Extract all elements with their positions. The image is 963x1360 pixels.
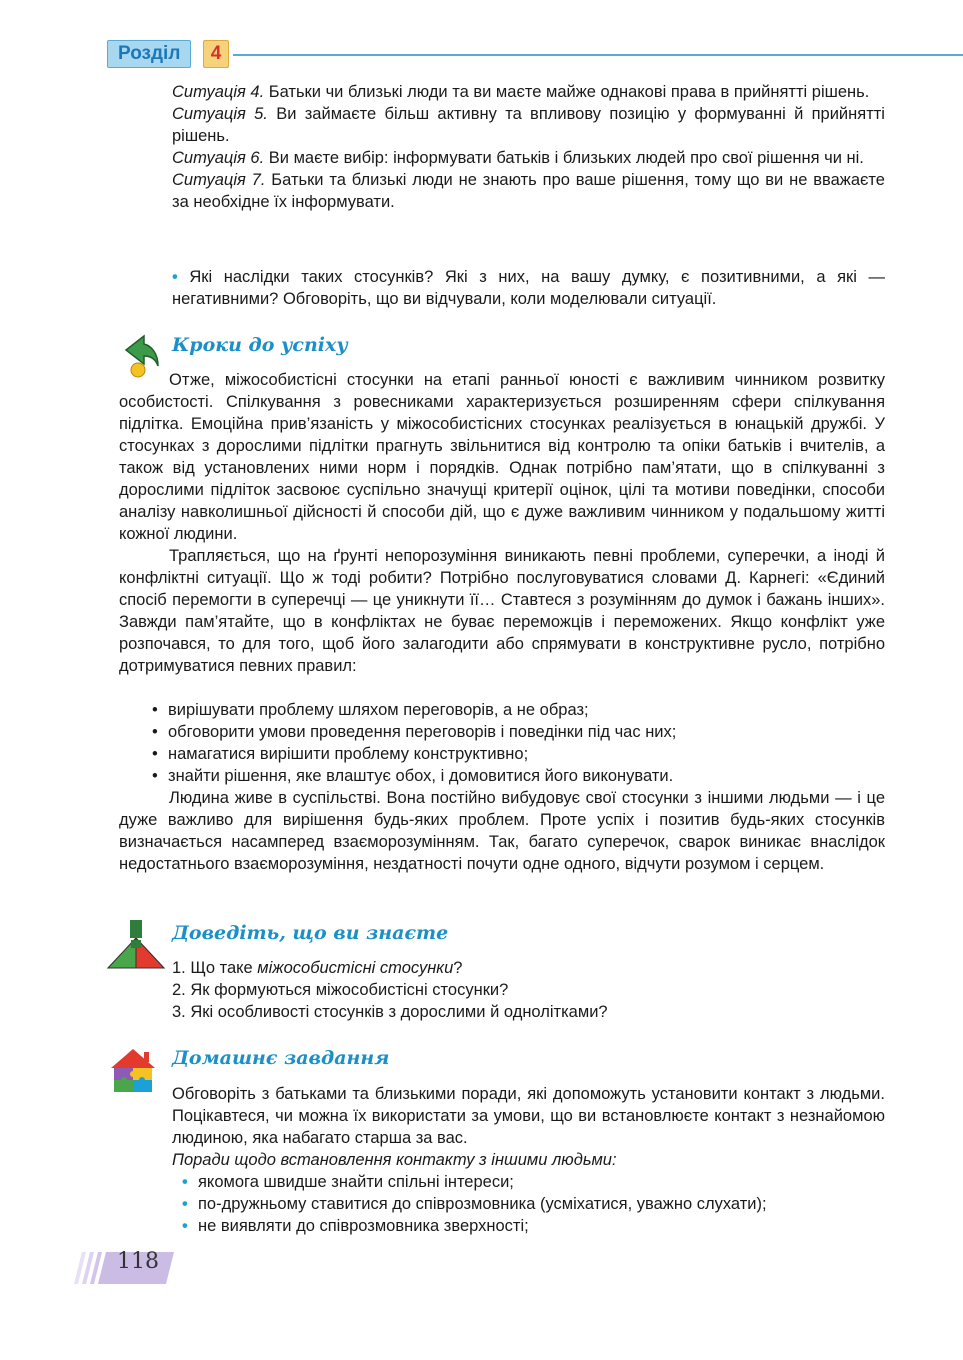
bullet-icon: • bbox=[172, 268, 178, 286]
chapter-number: 4 bbox=[203, 40, 229, 68]
section-title-steps: Кроки до успіху bbox=[172, 334, 348, 356]
chapter-label: Розділ bbox=[107, 40, 191, 68]
list-item: • якомога швидше знайти спільні інтереси; bbox=[182, 1173, 514, 1191]
page-number: 118 bbox=[117, 1249, 159, 1274]
homework-block bbox=[172, 1083, 885, 1171]
list-item: • вирішувати проблему шляхом переговорів, а не образ; bbox=[152, 701, 589, 719]
situations-block bbox=[172, 81, 885, 213]
homework-intro: Обговоріть з батьками та близькими поради, які допоможуть установити контакт з людьми. Поцікавтеся, чи можна їх використати за умови, що ви встановлюєте контакт з незнайомою людиною, яка набагато старша за вас. bbox=[172, 1085, 885, 1147]
question-2: 2. Як формуються міжособистісні стосунки? bbox=[172, 981, 509, 999]
situation-5: Ситуація 5. Ви займаєте більш активну та впливову позицію у формуванні й прийнятті рішень. bbox=[172, 105, 885, 145]
exclamation-pyramid-icon bbox=[106, 918, 166, 976]
header-rule bbox=[233, 54, 963, 56]
list-item: • намагатися вирішити проблему конструктивно; bbox=[152, 745, 529, 763]
list-item: • по-дружньому ставитися до співрозмовника (усміхатися, уважно слухати); bbox=[182, 1195, 767, 1213]
list-item: • обговорити умови проведення переговорів і поведінки під час них; bbox=[152, 723, 677, 741]
question-3: 3. Які особливості стосунків з дорослими й однолітками? bbox=[172, 1003, 608, 1021]
tips-list bbox=[182, 1171, 885, 1237]
situation-4: Ситуація 4. Батьки чи близькі люди та ви маєте майже однакові права в прийнятті рішень. bbox=[172, 83, 870, 101]
section-title-homework: Домашнє завдання bbox=[172, 1047, 390, 1069]
situation-6: Ситуація 6. Ви маєте вибір: інформувати батьків і близьких людей про свої рішення чи ні. bbox=[172, 149, 864, 167]
questions-list bbox=[172, 957, 885, 1023]
list-item: • знайти рішення, яке влаштує обох, і домовитися його виконувати. bbox=[152, 767, 674, 785]
puzzle-house-icon bbox=[108, 1046, 158, 1096]
list-item: • не виявляти до співрозмовника зверхності; bbox=[182, 1217, 529, 1235]
section1-closing bbox=[119, 787, 885, 875]
paragraph: Людина живе в суспільстві. Вона постійно вибудовує свої стосунки з іншими людьми — і це дуже важливо для вирішення будь-яких проблем. Проте успіх і позитив будь-яких стосунків визначається насамперед взаєморозумінням. Так, багато суперечок, сварок виникає внаслідок недостатнього взаєморозуміння, нездатності почути одне одного, відчути розумом і серцем. bbox=[119, 789, 885, 873]
paragraph: Трапляється, що на ґрунті непорозуміння виникають певні проблеми, суперечки, а іноді й конфліктні ситуації. Що ж тоді робити? Потрібно послуговуватися словами Д. Карнегі: «Єдиний спосіб перемогти в суперечці — це уникнути її… Ставтеся з розумінням до думок і бажань інших». Завжди пам’ятайте, що в конфліктах не буває переможців і переможених. Якщо конфлікт уже розпочався, то для того, щоб його залагодити або спрямувати в конструктивне русло, потрібно дотримуватися певних правил: bbox=[119, 547, 885, 675]
rules-list bbox=[152, 699, 885, 787]
chapter-header bbox=[107, 40, 963, 68]
tips-heading: Поради щодо встановлення контакту з іншими людьми: bbox=[172, 1151, 617, 1169]
section1-body bbox=[119, 369, 885, 677]
paragraph: Отже, міжособистісні стосунки на етапі ранньої юності є важливим чинником розвитку особистості. Спілкування з ровесниками характеризується розширенням сфери спілкування підлітка. Емоційна прив’язаність у міжособистісних стосунках реалізується в юнацькій дружбі. У стосунках з дорослими підлітки прагнуть звільнитися від контролю та опіки батьків і вчителів, а також від установлених ними норм і порядків. Однак потрібно пам’ятати, що в спілкуванні з дорослими підліток засвоює суспільно значущі критерії оцінок, цілі та мотиви поведінки, способи аналізу навколишньої дійсності й способи дій, що є дуже важливим чинником у подальшому житті кожної людини. bbox=[119, 371, 885, 543]
section-title-prove: Доведіть, що ви знаєте bbox=[172, 922, 449, 944]
question-1: 1. Що таке міжособистісні стосунки? bbox=[172, 959, 463, 977]
situations-question: • Які наслідки таких стосунків? Які з них, на вашу думку, є позитивними, а які — негативними? Обговоріть, що ви відчували, коли моделювали ситуації. bbox=[172, 268, 885, 308]
situation-7: Ситуація 7. Батьки та близькі люди не знають про ваше рішення, тому що ви не вважаєте за необхідне їх інформувати. bbox=[172, 171, 885, 211]
